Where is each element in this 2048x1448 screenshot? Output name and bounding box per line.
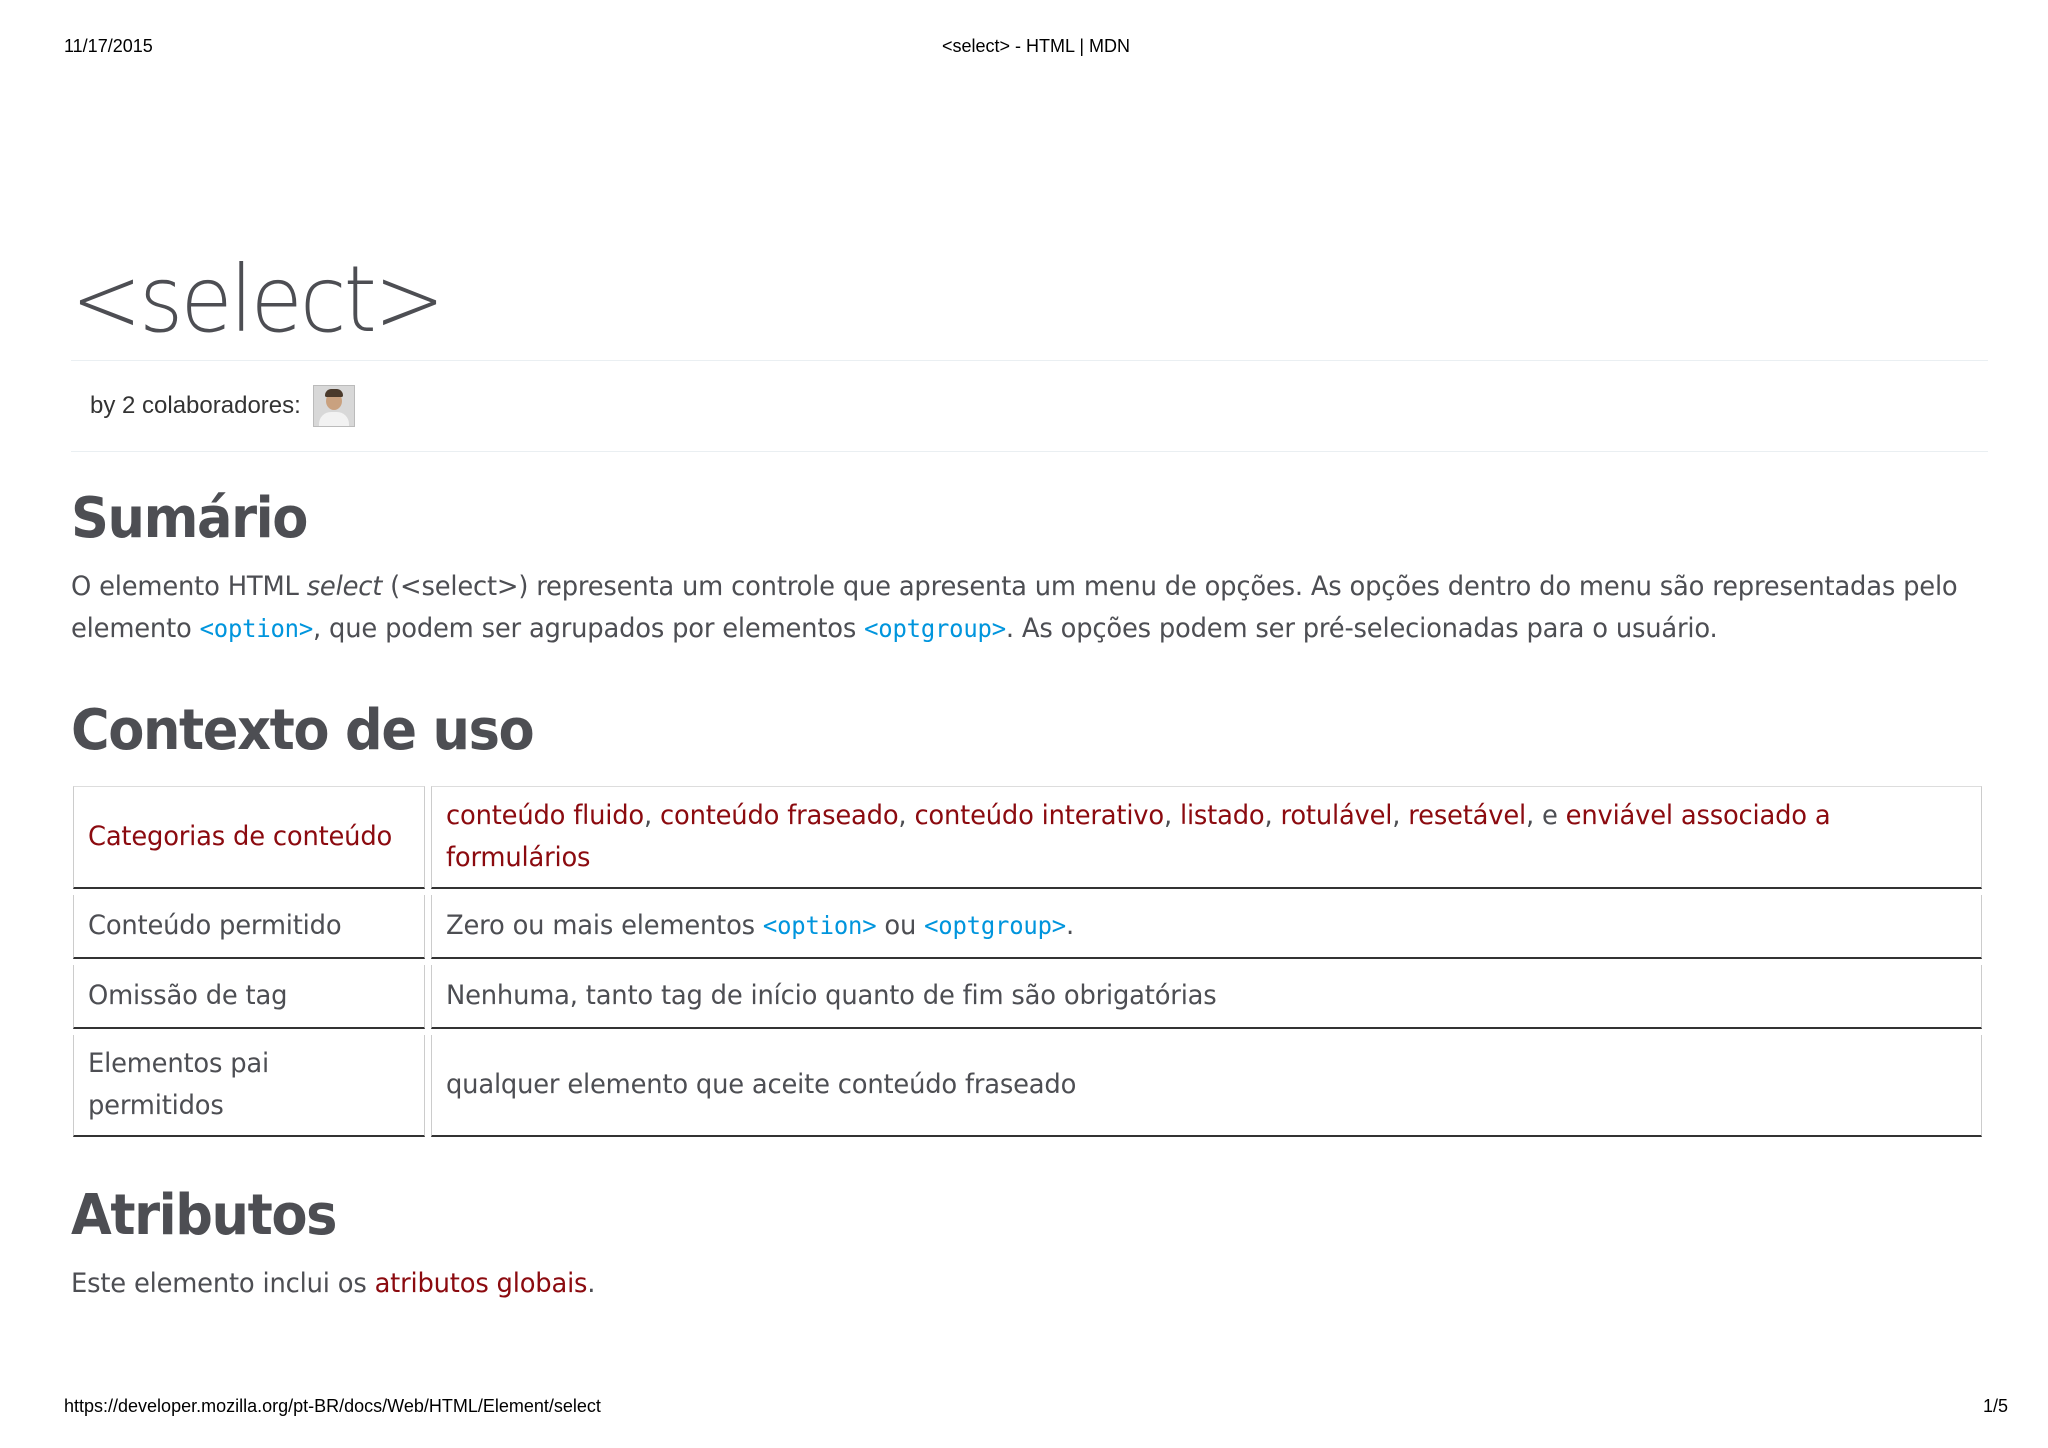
text: ,	[898, 800, 915, 831]
print-footer	[64, 1396, 2008, 1418]
table-cell-value: qualquer elemento que aceite conteúdo fraseado	[431, 1035, 1982, 1137]
table-cell-value	[431, 895, 1982, 959]
table-cell-label: Omissão de tag	[73, 965, 425, 1029]
text: .	[587, 1268, 596, 1299]
text: ,	[1264, 800, 1281, 831]
article	[71, 240, 1988, 1305]
text: , e	[1525, 800, 1566, 831]
table-row	[73, 895, 1982, 959]
print-url: https://developer.mozilla.org/pt-BR/docs/Web/HTML/Element/select	[64, 1396, 601, 1416]
section-heading-atributos: Atributos	[71, 1183, 337, 1248]
table-cell-label: Conteúdo permitido	[73, 895, 425, 959]
option-element-link[interactable]: <option>	[762, 911, 877, 940]
text: .	[1065, 910, 1074, 941]
text: , que podem ser agrupados por elementos	[313, 613, 865, 644]
option-element-link[interactable]: <option>	[199, 614, 314, 643]
print-header	[64, 36, 2008, 58]
text: (<select>) representa um controle que apresenta um menu de opções. As opções dentro do menu são representadas pelo elemento	[71, 571, 1958, 644]
global-attributes-link[interactable]: atributos globais	[374, 1268, 588, 1299]
sumario-paragraph	[71, 566, 1991, 650]
text-emphasis: select	[306, 571, 383, 602]
context-table	[67, 786, 1988, 1137]
categorias-link[interactable]: Categorias de conteúdo	[88, 821, 393, 852]
text: ,	[1163, 800, 1180, 831]
link-listado[interactable]: listado	[1179, 800, 1265, 831]
contributors	[71, 361, 1988, 451]
section-heading-contexto: Contexto de uso	[71, 698, 534, 763]
link-conteudo-fluido[interactable]: conteúdo fluido	[446, 800, 644, 831]
text: . As opções podem ser pré-selecionadas para o usuário.	[1005, 613, 1718, 644]
text: ,	[1392, 800, 1409, 831]
table-cell-value: Nenhuma, tanto tag de início quanto de fim são obrigatórias	[431, 965, 1982, 1029]
link-enviavel[interactable]: enviável associado a formulários	[446, 800, 1831, 873]
link-conteudo-fraseado[interactable]: conteúdo fraseado	[659, 800, 899, 831]
text: ,	[643, 800, 660, 831]
optgroup-element-link[interactable]: <optgroup>	[924, 911, 1066, 940]
table-row	[73, 965, 1982, 1029]
section-heading-sumario: Sumário	[71, 486, 308, 551]
contributor-avatar[interactable]	[313, 385, 355, 427]
table-row	[73, 1035, 1982, 1137]
print-title: <select> - HTML | MDN	[941, 36, 1131, 56]
print-page-number: 1/5	[1982, 1396, 2008, 1416]
text: O elemento HTML	[71, 571, 307, 602]
link-rotulavel[interactable]: rotulável	[1280, 800, 1393, 831]
page-title: <select>	[71, 246, 443, 353]
link-conteudo-interativo[interactable]: conteúdo interativo	[914, 800, 1164, 831]
print-date: 11/17/2015	[64, 36, 153, 56]
atributos-paragraph	[71, 1263, 1991, 1305]
optgroup-element-link[interactable]: <optgroup>	[864, 614, 1006, 643]
table-row	[73, 786, 1982, 889]
table-cell-label: Elementos pai permitidos	[73, 1035, 425, 1137]
contributors-label: by 2 colaboradores:	[90, 392, 301, 419]
table-cell-label	[73, 786, 425, 889]
link-resetavel[interactable]: resetável	[1408, 800, 1526, 831]
divider	[71, 451, 1988, 452]
text: Zero ou mais elementos	[446, 910, 763, 941]
text: ou	[876, 910, 925, 941]
text: Este elemento inclui os	[71, 1268, 375, 1299]
table-cell-value	[431, 786, 1982, 889]
